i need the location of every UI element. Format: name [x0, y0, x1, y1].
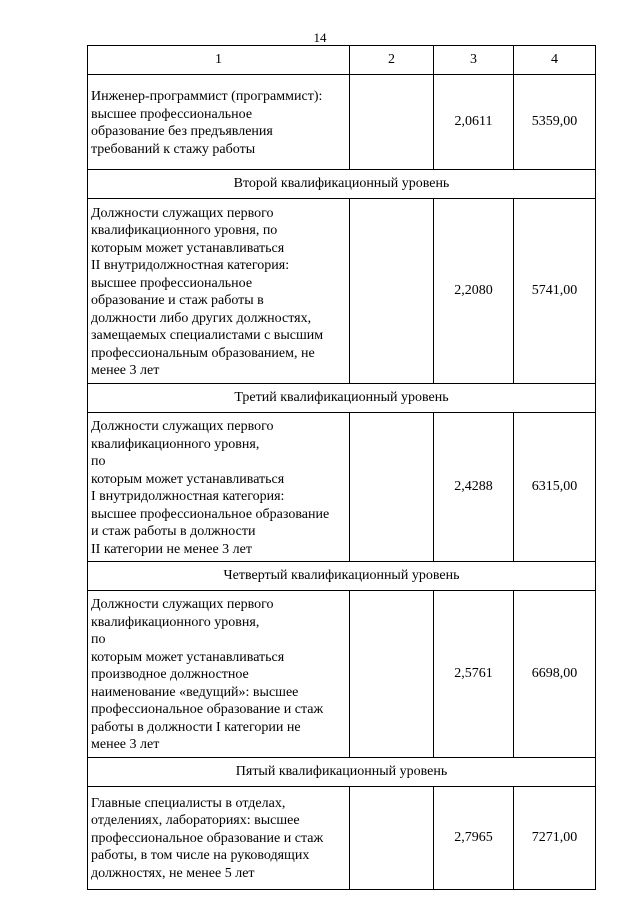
table-row	[88, 413, 596, 562]
column-header-2: 2	[350, 46, 434, 75]
qualification-level-row	[88, 757, 596, 786]
column-header-4: 4	[514, 46, 596, 75]
qualification-level-title: Второй квалификационный уровень	[88, 170, 596, 199]
table-row	[88, 591, 596, 758]
table-row	[88, 75, 596, 170]
column-header-3: 3	[434, 46, 514, 75]
position-description: Должности служащих первого квалификационного уровня, по которым может устанавливаться II внутридолжностная категория: высшее профессиональное образование и стаж работы в должности либо других должностях, замещаемых специалистами с высшим профессиональным образованием, не менее 3 лет	[88, 199, 350, 384]
column-2-cell	[350, 591, 434, 758]
table-header-row	[88, 46, 596, 75]
coefficient-cell: 2,5761	[434, 591, 514, 758]
coefficient-cell: 2,4288	[434, 413, 514, 562]
column-2-cell	[350, 786, 434, 889]
page-number: 14	[313, 30, 327, 45]
qualification-level-title: Третий квалификационный уровень	[88, 384, 596, 413]
qualification-level-row	[88, 170, 596, 199]
salary-cell: 6315,00	[514, 413, 596, 562]
salary-cell: 5741,00	[514, 199, 596, 384]
coefficient-cell: 2,2080	[434, 199, 514, 384]
coefficient-cell: 2,0611	[434, 75, 514, 170]
column-2-cell	[350, 413, 434, 562]
coefficient-cell: 2,7965	[434, 786, 514, 889]
salary-cell: 6698,00	[514, 591, 596, 758]
column-header-1: 1	[88, 46, 350, 75]
column-2-cell	[350, 199, 434, 384]
salary-cell: 5359,00	[514, 75, 596, 170]
table-row	[88, 199, 596, 384]
table-row	[88, 786, 596, 889]
salary-table	[87, 45, 596, 890]
position-description: Должности служащих первого квалификационного уровня, по которым может устанавливаться производное должностное наименование «ведущий»: высшее профессиональное образование и стаж работы в должности I категории не менее 3 лет	[88, 591, 350, 758]
salary-cell: 7271,00	[514, 786, 596, 889]
column-2-cell	[350, 75, 434, 170]
qualification-level-row	[88, 384, 596, 413]
position-description: Главные специалисты в отделах, отделениях, лабораториях: высшее профессиональное образование и стаж работы, в том числе на руководящих должностях, не менее 5 лет	[88, 786, 350, 889]
position-description: Должности служащих первого квалификационного уровня, по которым может устанавливаться I внутридолжностная категория: высшее профессиональное образование и стаж работы в должности II категории не менее 3 лет	[88, 413, 350, 562]
qualification-level-title: Пятый квалификационный уровень	[88, 757, 596, 786]
position-description: Инженер-программист (программист): высшее профессиональное образование без предъявления требований к стажу работы	[88, 75, 350, 170]
qualification-level-row	[88, 562, 596, 591]
qualification-level-title: Четвертый квалификационный уровень	[88, 562, 596, 591]
